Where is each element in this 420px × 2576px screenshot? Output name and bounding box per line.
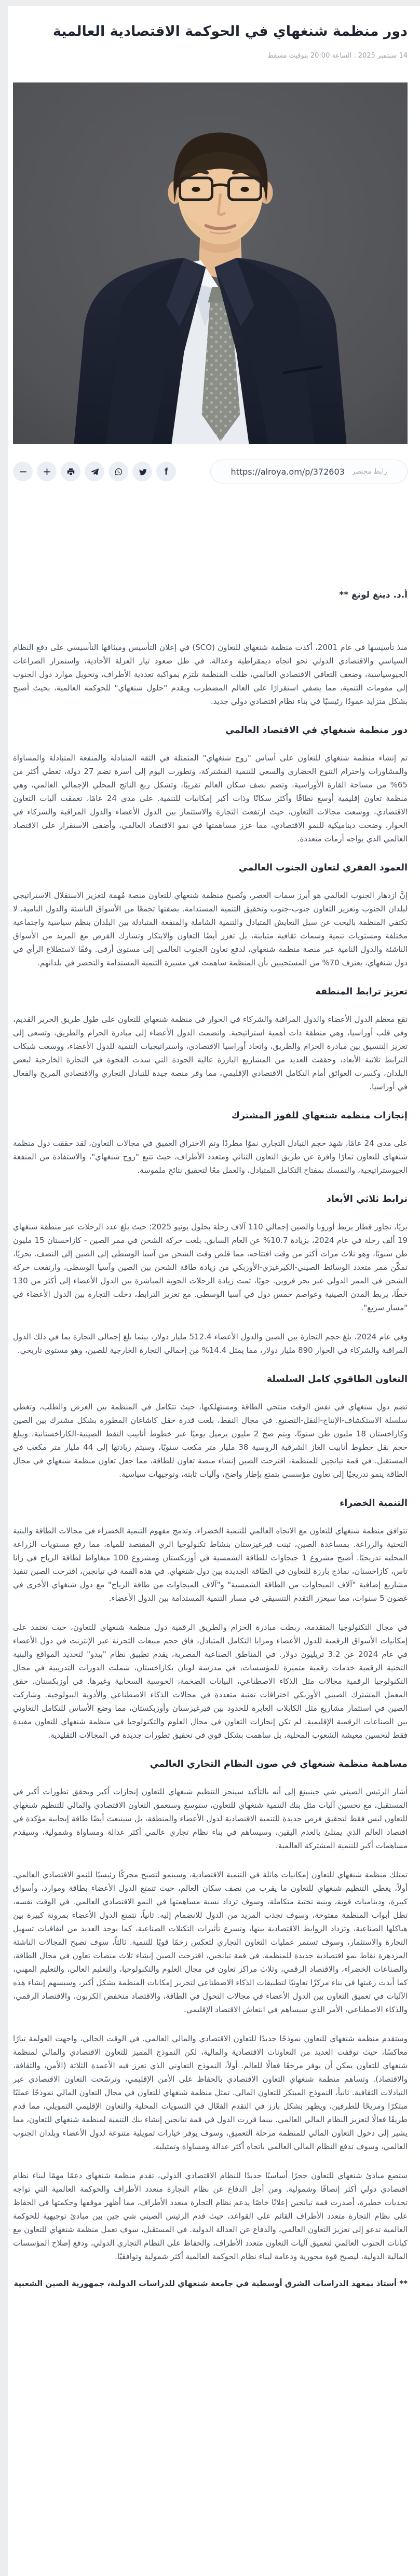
short-link-label: رابط مختصر (351, 467, 387, 476)
article-paragraph: تتوافق منظمة شنغهاي للتعاون مع الاتجاه العالمي للتنمية الخضراء، وتدمج مفهوم التنمية الخضراء في مجالات الطاقة والبنية التحتية والزراعة. بمساعدة الصين، تبنت قيرغيزستان بنشاط تكنولوجيا الري المقتصد للمياه، مما رفع مستويات الزراعة المحلية تدريجيًا. أصبح مشروع 1 جيجاوات للطاقة الشمسية في أوزبكستان ومشروع 100 ميغاواط لطاقة الرياح في زانا تاس، كازاخستان، نماذج بارزة للتعاون في الطاقة الجديدة بين دول شنغهاي. في هذه القمة في تيانجين، اقترحت الصين تنفيذ مشاريع إضافية "آلاف الميجاوات من الطاقة الشمسية" و"آلاف الميجاوات من طاقة الرياح" مع دول شنغهاي الأخرى في غضون 5 سنوات، مما سيعزز التقدم التنسيقي في مسار التنمية المستدامة بين الدول الأعضاء. (13, 1526, 408, 1603)
author-byline: أ.د. دينغ لونغ ** (339, 590, 408, 600)
article-paragraph: تمتلك منظمة شنغهاي للتعاون إمكانيات هائلة في التنمية الاقتصادية، وسينمو لتصبح محركًا رئيسيًا للنمو الاقتصادي العالمي. أولاً، يغطي التنظيم شنغهاي للتعاون ما يقرب من نصف سكان العالم، حيث تتمتع الدول الأعضاء بطاقة وموارد، وأسواق كبيرة، وديناميات قوية، وبنية تحتية متكاملة، وسوف تزداد نسبة مساهمتها في النمو الاقتصادي العالمي. في الوقت نفسه، تظل أبواب المنظمة مفتوحة، وسوف تجذب المزيد من الدول للانضمام إليه. ثانياً، تتمتع الدول الأعضاء بمرونة كبيرة بين هياكلها الصناعية، وتزداد الروابط الاقتصادية بينها، وتسرع تأثيرات التكتلات الصناعية، كما يوجد العديد من اتفاقيات تسهيل التجارة والاستثمار، وسوف تستمر عمليات التعاون التجاري لتعكس زخمًا قويًا للتنمية. ثالثاً، سوف تصبح المجالات الناشئة المزدهرة نقاط نمو اقتصادية جديدة للمنظمة. في قمة تيانجين، اقترحت الصين إنشاء ثلاث منصات تعاون في مجال الطاقة، والصناعات الخضراء، والاقتصاد الرقمي، وثلاث مراكز تعاون في مجال العلوم والتكنولوجيا، والتعليم العالي، والتعليم المهني، كما أبدت رغبتها في بناء مركزًا تعاونيًا لتطبيقات الذكاء الاصطناعي لتحرير إمكانات المنظمة بشكل أكبر، وسيسهم إنشاء هذه الآليات في تعميق التعاون بين الدول الأعضاء في مجالات التحول في الطاقة، والاقتصاد منخفض الكربون، والاقتصاد الرقمي، والذكاء الاصطناعي، الأمر الذي سيساهم في انتعاش الاقتصاد الإقليمي. (13, 1870, 408, 2014)
section-heading: تعزيز ترابط المنطقة (315, 987, 408, 997)
article-paragraph: منذ تأسيسها في عام 2001، أكدت منظمة شنغهاي للتعاون (SCO) في إعلان التأسيس وميثاقها التأسيسي على دفع النظام السياسي والاقتصادي الدولي نحو اتجاه ديمقراطية وعدالة. في ظل صعود تيار العزلة الأحادية، واستمرار الصراعات الجيوسياسية، وضعف التعافي الاقتصادي العالمي، ظلت المنظمة تلتزم بمواكبة تعددية الأطراف، وتحويل موارد دول الجنوب إلى مقومات التنمية، مما يضفي استقرارًا على العالم المضطرب ويقدم "حلول شنغهاي" للحوكمة العالمية، بحيث أصبح بشكل متزايد عمودًا رئيسيًا في بناء نظام اقتصادي دولي جديد. (13, 643, 408, 706)
author-footnote: ** أستاذ بمعهد الدراسات الشرق أوسطية في جامعة شنغهاي للدراسات الدولية، جمهورية الصين الشعبية (13, 2279, 408, 2288)
zoom-in-icon (43, 467, 51, 476)
article-body (13, 641, 408, 2263)
article-paragraph: على مدى 24 عامًا، شهد حجم التبادل التجاري نموًا مطردًا وتم الاختراق العميق في مجالات التعاون، لقد حققت دول منظمة شنغهاي للتعاون ثمارًا وافرة عن طريق التعاون الثنائي ومتعدد الأطراف، حيث تتبع "روح شنغهاي"، والاستفادة من المنفعة الجيوستراتيجية، والتمسك بمفتاح التكامل المتبادل، والعمل معًا لتحقيق نتائج ملموسة. (13, 1139, 408, 1175)
article-paragraph: أشار الرئيس الصيني شي جينبينغ إلى أنه بالتأكيد سينجز التنظيم شنغهاي للتعاون إنجازات أكبر ويحقق تطورات أكبر في المستقبل، مع تحسين آليات مثل بنك التنمية شنغهاي للتعاون، ستوسع وستعمق التعاون الاقتصادي والمالي للتنظيم شنغهاي للتعاون ليس فقط لتحقيق فرص جديدة للتنمية الاقتصادية لدول الأعضاء والمنطقة، بل سينبعث أيضًا طاقة إيجابية مؤكدة في اقتصاد العالم الذي يمتلئ بالعدم اليقين، وسيساهم في بناء نظام تجاري عالمي أكثر عدالة ومساواة وشمولية، وسيقدم مساهمات أكبر للتنمية المشتركة العالمية. (13, 1787, 408, 1850)
short-link-url[interactable]: https://alroya.om/p/372603 (231, 466, 345, 477)
section-heading: ترابط ثلاثي الأبعاد (326, 1194, 408, 1204)
whatsapp-share-button[interactable] (109, 462, 128, 481)
twitter-icon (138, 467, 147, 476)
facebook-icon: f (165, 466, 168, 477)
article-paragraph: تضم دول شنغهاي في نفس الوقت منتجي الطاقة ومستهلكيها، حيث تتكامل في المنظمة بين العرض والطلب، وتغطي سلسلة الاستكشاف-الإنتاج-النقل-التصنيع. في مجال النفط، بلغت قدرة حقل كاشاغان المطورة بشكل مشترك بين الصين وكازاخستان 18 مليون طن سنويًا، ويتم ضخ 2 مليون برميل يوميًا عبر خطوط أنابيب النفط الصينية-الكازاخستانية، ويبلغ حجم نقل خطوط أنابيب الغاز الشرقية الروسية 38 مليار متر مكعب سنويًا، وسيتم زيادتها إلى 44 مليار متر مكعب في المستقبل. في قمة تيانجين للمنظمة، اقترحت الصين إنشاء منصة تعاون للطاقة، مما جعل تعاون منظمة شنغهاي في مجال الطاقة ينمو تدريجيًا إلى تعاون مؤسسي يتمتع بإطار واضح، وآليات ثابتة، وتوجيهات سياسية. (13, 1402, 408, 1479)
page-title: دور منظمة شنغهاي في الحوكمة الاقتصادية العالمية (52, 23, 408, 39)
print-icon (66, 467, 75, 476)
font-decrease-button[interactable] (13, 462, 33, 481)
facebook-share-button[interactable] (156, 462, 176, 481)
article-paragraph: بريًا، تجاوز قطار يربط أوروبا والصين إجمالي 110 آلاف رحلة بحلول يونيو 2025؛ حيث بلغ عدد الرحلات عبر منطقة شنغهاي 19 ألف رحلة في عام 2024، بزيادة 10.7% عن العام السابق. بلغت حركة الشحن في ممر الصين - كازاخستان 15 مليون طن سنويًا، وهو ثلاث مرات أكثر من وقت افتتاحه، مما قلص وقت الشحن من آسيا الوسطى إلى الصين إلى النصف. بحريًا، تمكّن ممر متعدد الوسائط الصيني-الكيرغيزي-الأوزبكي من زيادة طاقة الشحن بين الصين وآسيا الوسطى، وارتفعت حركة الشحن في الممر الدولي عبر بحر قزوين. جويًا، تمت زيادة الرحلات الجوية المباشرة بين الدول الأعضاء إلى أكثر من 130 خطًا، يربط المدن الصينية وعواصم خمس دول في آسيا الوسطى. مع تعزيز الترابط، دخلت التجارة بين الدول الأعضاء في "مسار سريع". (13, 1222, 408, 1312)
print-button[interactable] (61, 462, 80, 481)
font-increase-button[interactable] (37, 462, 57, 481)
article-paragraph: تم إنشاء منظمة شنغهاي للتعاون على أساس "روح شنغهاي" المتمثلة في الثقة المتبادلة والمنفعة المتبادلة والمساواة والمشاورات واحترام التنوع الحضاري والسعي للتنمية المشتركة، وتطورت اليوم إلى أسرة تضم 27 دولة، تغطي أكثر من 65% من مساحة القارة الأوراسية، وتضم نصف سكان العالم تقريبًا، وتشكل ربع الناتج المحلي الإجمالي العالمي، وهي منظمة تعاون إقليمية أوسع نطاقًا وأكثر سكانًا وذات أكبر إمكانيات للتنمية. على مدى 24 عامًا، تعمقت آليات التعاون الاقتصادي، ووسعت مجالات التعاون، حيث ارتفعت التجارة والاستثمار بين الدول الأعضاء والدول المراقبة والشركاء في الحوار، وضخت ديناميكية للنمو الاقتصادي، مما عزز مساهمتها في نمو الاقتصاد العالمي، وأضفى الاستقرار على الاقتصاد العالمي الذي يواجه أزمات متعددة. (13, 753, 408, 843)
share-toolbar (13, 460, 408, 483)
article-paragraph: تقع معظم الدول الأعضاء والدول المراقبة والشركاء في الحوار في منظمة شنغهاي للتعاون على طول طريق الحرير القديم، وفي قلب أوراسيا، وهي منطقة ذات أهمية استراتيجية. وانضمت الدول الأعضاء إلى مبادرة الحزام والطريق، وتسعى إلى تعزيز التنسيق بين مبادرة الحزام والطريق، واتحاد أوراسيا الاقتصادي، واستراتيجيات التنمية للدول الأعضاء، ووسعت شبكات الترابط ثلاثية الأبعاد، وحققت العديد من المشاريع البارزة عالية الجودة التي سدت الفجوة في التجارة الخارجية لبعض البلدان، وكسرت العوائق أمام التكامل الاقتصادي الإقليمي، مما وفر منصة جيدة للتبادل التجاري والاقتصادي المريح والفعال في أوراسيا. (13, 1015, 408, 1091)
publish-date: 14 سبتمبر 2025 . الساعة 20:00 بتوقيت مسقط (267, 52, 408, 60)
share-buttons-group (13, 462, 176, 481)
article-paragraph: في مجال التكنولوجيا المتقدمة، ربطت مبادرة الحزام والطريق الرقمية دول منظمة شنغهاي للتعاون، حيث تعتمد على إمكانيات الأسواق الرقمية للدول الأعضاء ومزايا التكامل المتبادل، فاق حجم مبيعات التجزئة عبر الإنترنت في دول الأعضاء في عام 2024 عن 3.2 تريليون دولار. في المناطق الصناعية المصرية، يقدم تطبيق نظام "بيدو" لتحديد المواقع والبنية التحتية الرقمية خدمات رقمية متميزة للمؤسسات، في مدرسة لوبان بكازاخستان، شملت الدورات التدريبية في مجال التكنولوجيا الرقمية مجالات مثل الذكاء الاصطناعي، البيانات الضخمة، الحوسبة السحابية وغيرها. في أوزبكستان، حقق المعمل المشترك الصيني الأوزبكي اختراقات تقنية متعددة في مجالات الذكاء الاصطناعي والأدوية البيولوجية. وشاركت الصين في استثمار مشاريع مثل الكابلات العابرة للحدود بين قيرغيزستان وأوزبكستان، مما وضع الأساس للتكامل التعاوني بين الصناعات الرقمية الإقليمية. لم تكن إنجازات التعاون في مجال العلوم والتكنولوجيا في منظمة شنغهاي للتعاون مفيدة فقط لتحسين معيشة الشعوب المحلية، بل ساهمت بشكل قوي في تحقيق تطورات جديدة في المجالات التقليدية. (13, 1623, 408, 1740)
section-heading: العمود الفقري لتعاون الجنوب العالمي (238, 863, 408, 873)
article-header (13, 22, 408, 60)
section-heading: التنمية الخضراء (340, 1498, 408, 1508)
article-hero-image (13, 82, 408, 444)
portrait-illustration (13, 82, 408, 444)
section-heading: إنجازات منظمة شنغهاي للفوز المشترك (231, 1111, 408, 1121)
article-paragraph: ستضع مبادئ شنغهاي للتعاون حجرًا أساسيًا جديدًا للنظام الاقتصادي الدولي، تقدم منظمة شنغهاي دعمًا مهمًا لبناء نظام اقتصادي دولي أكثر إنصافًا وشمولية. ومن أجل الدفاع عن نظام التجارة متعدد الأطراف والحوكمة العالمية التي تواجه تحديات خطيرة، أصدرت قمة تيانجين إعلانًا خاصًا يدعم نظام التجارة متعدد الأطراف، مما أظهر موقفها وحكمتها في الحفاظ على نظام التجارة متعدد الأطراف القائم على القواعد، حيث قدم الرئيس الصيني شي جين بين مبادئ توجيهية للحوكمة العالمية تدعو إلى تعزيز التعاون العالمي، والدفاع عن العدالة الدولية. في المستقبل، سوف تعمل منظمة شنغهاي للتعاون مع كيانات الجنوب العالمي لتعميق آليات التعاون متعدد الأطراف، والحفاظ على النظام التجاري الدولي، ودفع إصلاح المؤسسات المالية الدولية، ليصبح قوة محورية ودعامة لبناء نظام الحوكمة العالمية أكثر شمولية وتوافقيًا. (13, 2171, 408, 2261)
telegram-icon (90, 467, 99, 476)
article-card (8, 6, 420, 2576)
twitter-share-button[interactable] (132, 462, 152, 481)
article-paragraph: وستقدم منظمة شنغهاي للتعاون نموذجًا جديدًا للتعاون الاقتصادي والمالي العالمي. في الوقت الحالي، واجهت العولمة تيارًا معاكسًا، حيث توقفت العديد من التعاونات الاقتصادية والمالية، لكن النموذج المميز للتعاون الاقتصادي والمالي لمنظمة شنغهاي للتعاون يمكن أن يوفر مرجعًا فعالًا للعالم. أولاً، النموذج التعاوني الذي تعزز فيه الأعمدة الثلاثة (الأمن، والثقافة، والاقتصاد). وتساهم منظمة شنغهاي التعاون الاقتصادي بالحفاظ على الأمن الإقليمي، وترسّخت التعاون الاقتصادي عبر التبادلات الثقافية. ثانياً، النموذج المبتكر للتعاون المالي. تمثل منظمة شنغهاي للتعاون في مجال التعاون المالي نموذجًا عمليًا مبتكرًا ومريحًا للطرفين، ويظهر بشكل بارز في التقدم الفعّال في التسويات المحلية والتعاون الإقليمي التمويلي، مما قدم طريقًا فعالًا لتعزيز النظام المالي العالمي. بينما قررت الدول في قمة تيانجين إنشاء بنك التنمية لمنظمة شنغهاي للتعاون، مما يشير إلى دخول التعاون المالي للمنظمة مرحلة التعميق، وسوف يوفر خيارات تمويلية متنوعة لدول الأعضاء وبلدان الجنوب العالمي، وسوف تدفع النظام المالي العالمي باتجاه أكثر عدالة ومساواة وتمثيلية. (13, 2034, 408, 2151)
telegram-share-button[interactable] (85, 462, 104, 481)
section-heading: مساهمة منظمة شنغهاي في صون النظام التجاري العالمي (150, 1759, 408, 1769)
whatsapp-icon (114, 467, 123, 476)
article-paragraph: وفي عام 2024، بلغ حجم التجارة بين الصين والدول الأعضاء 512.4 مليار دولار، بينما بلغ إجمالي التجارة بما في ذلك الدول المراقبة والشركاء في الحوار 890 مليار دولار، مما يمثل 14.4% من إجمالي التجارة الخارجية للصين، وهو مستوى تاريخي. (13, 1332, 408, 1355)
short-link-box[interactable] (210, 460, 408, 483)
article-paragraph: إنَّ ازدهار الجنوب العالمي هو أبرز سمات العصر، وتُصبح منظمة شنغهاي للتعاون منصة مُهمة لتعزيز الاستقلال الاستراتيجي لبلدان الجنوب وتعزيز التعاون جنوب-جنوب وتحقيق التنمية المستدامة. بصفتها تجمعًا من الأسواق الناشئة والدول النامية، لا تكتفي المنظمة بالبحث عن سبل التعايش المتبادل والتنمية الشاملة والمنفعة المتبادلة بين البلدان بنظم سياسية واجتماعية مختلفة ومستويات تنمية وسمات ثقافية متباينة، بل تعزز أيضًا التعاون والابتكار وتشارك الفرص مع المزيد من الأسواق الناشئة والدول النامية عبر منصة منظمة شنغهاي، لدفع تعاون الجنوب العالمي إلى مستوى أرقى. وفقًا لاستطلاع الرأي في دول شنغهاي، يعترف 70% من المستجيبين بأن المنظمة ساهمت في مسيرة التنمية المستدامة والتحضر في بلدانهم. (13, 891, 408, 967)
zoom-out-icon (19, 467, 28, 476)
section-heading: التعاون الطاقوي كامل السلسلة (266, 1374, 408, 1384)
section-heading: دور منظمة شنغهاي في الاقتصاد العالمي (225, 725, 408, 736)
